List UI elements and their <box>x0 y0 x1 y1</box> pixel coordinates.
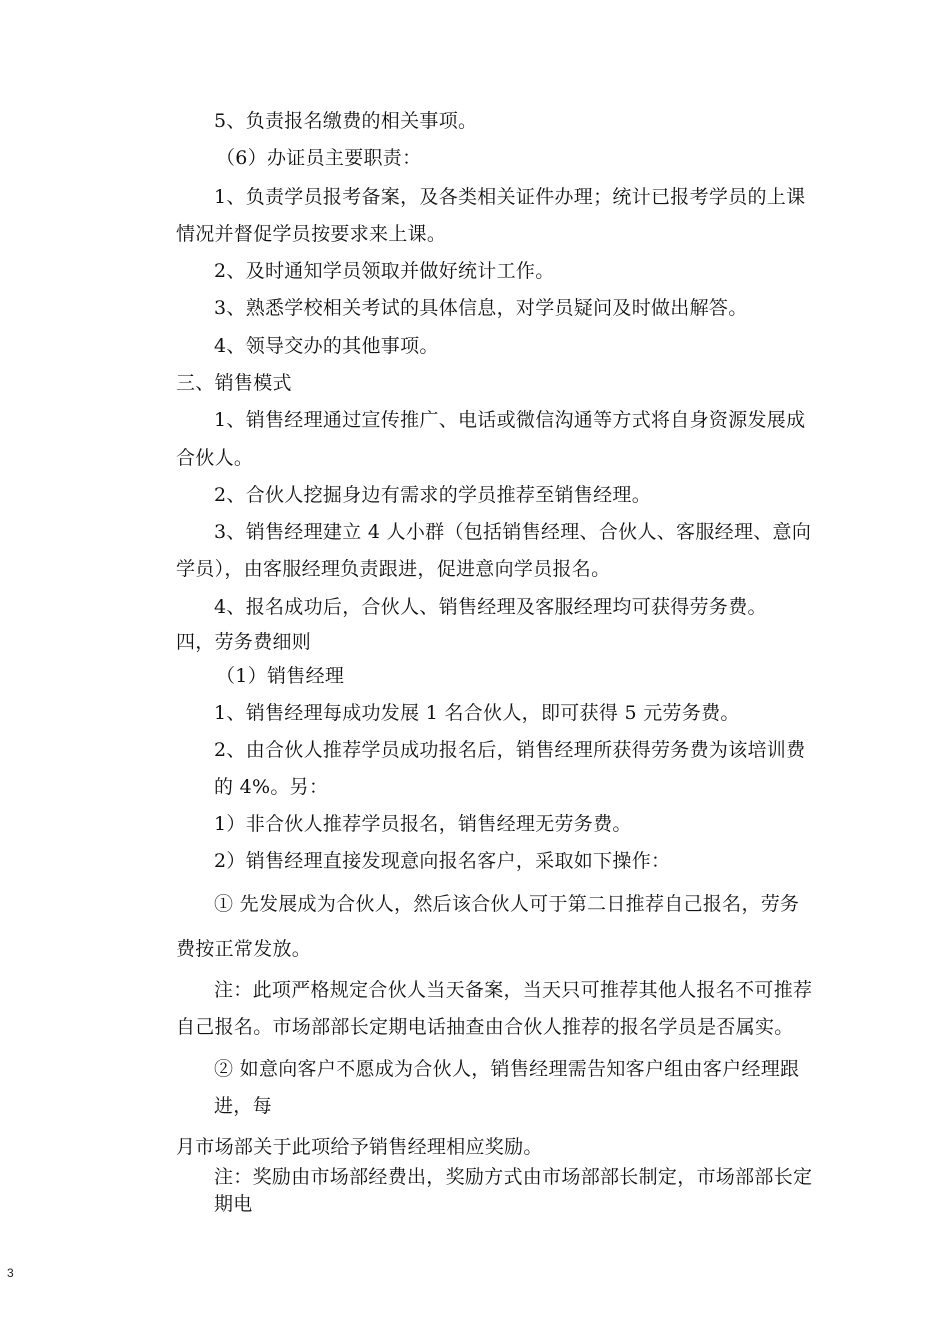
text-line: 合伙人。 <box>176 447 254 469</box>
note-line: 自己报名。市场部部长定期电话抽查由合伙人推荐的报名学员是否属实。 <box>176 1016 794 1038</box>
page-number: 3 <box>7 1266 14 1280</box>
text-line: 进，每 <box>214 1095 272 1117</box>
text-line: 3、熟悉学校相关考试的具体信息，对学员疑问及时做出解答。 <box>214 297 748 319</box>
text-line: 2、合伙人挖掘身边有需求的学员推荐至销售经理。 <box>214 484 651 506</box>
text-line: 1、负责学员报考备案，及各类相关证件办理；统计已报考学员的上课 <box>214 186 806 208</box>
text-line: ① 先发展成为合伙人，然后该合伙人可于第二日推荐自己报名，劳务 <box>214 893 800 915</box>
text-line: ② 如意向客户不愿成为合伙人，销售经理需告知客户组由客户经理跟 <box>214 1058 800 1080</box>
text-line: 2、由合伙人推荐学员成功报名后，销售经理所获得劳务费为该培训费 <box>214 739 806 761</box>
text-line: 4、领导交办的其他事项。 <box>214 335 439 357</box>
text-line: 4、报名成功后，合伙人、销售经理及客服经理均可获得劳务费。 <box>214 596 767 618</box>
text-line: 2、及时通知学员领取并做好统计工作。 <box>214 260 555 282</box>
text-line: 1）非合伙人推荐学员报名，销售经理无劳务费。 <box>214 813 632 835</box>
text-line: 2）销售经理直接发现意向报名客户，采取如下操作： <box>214 850 671 872</box>
note-line: 注：奖励由市场部经费出，奖励方式由市场部部长制定，市场部部长定 <box>214 1166 813 1188</box>
section-heading: 三、销售模式 <box>176 372 292 394</box>
text-line: 1、销售经理通过宣传推广、电话或微信沟通等方式将自身资源发展成 <box>214 409 806 431</box>
note-line: 期电 <box>214 1193 253 1215</box>
note-line: 注：此项严格规定合伙人当天备案，当天只可推荐其他人报名不可推荐 <box>214 979 813 1001</box>
text-line: 情况并督促学员按要求来上课。 <box>176 223 447 245</box>
text-line: 3、销售经理建立 4 人小群（包括销售经理、合伙人、客服经理、意向 <box>214 521 812 543</box>
text-line: 费按正常发放。 <box>176 938 312 960</box>
text-line: 的 4%。另： <box>214 776 329 798</box>
text-line: 1、销售经理每成功发展 1 名合伙人，即可获得 5 元劳务费。 <box>214 702 740 724</box>
text-line: 学员），由客服经理负责跟进，促进意向学员报名。 <box>176 558 611 580</box>
text-line: 5、负责报名缴费的相关事项。 <box>214 110 478 132</box>
text-line: 月市场部关于此项给予销售经理相应奖励。 <box>176 1136 543 1158</box>
section-heading: （6）办证员主要职责： <box>216 147 422 169</box>
section-heading: 四，劳务费细则 <box>176 631 312 653</box>
section-heading: （1）销售经理 <box>216 665 345 687</box>
